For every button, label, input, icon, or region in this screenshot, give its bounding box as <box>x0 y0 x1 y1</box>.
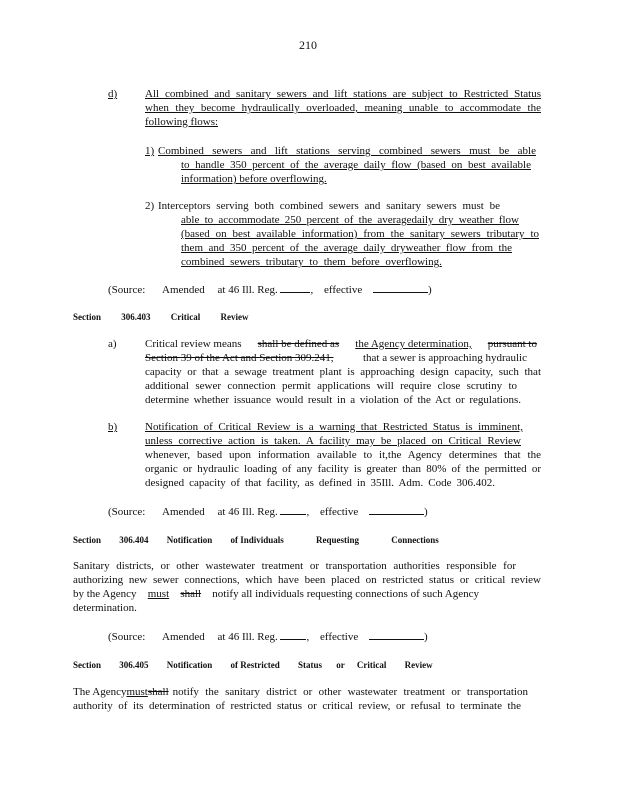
item-label-a: a) <box>108 338 117 350</box>
effective-blank <box>369 630 424 640</box>
reg-citation: at 46 Ill. Reg. <box>217 506 278 518</box>
a-line1-strike: shall be defined as <box>257 338 340 350</box>
p404-must: must <box>147 588 170 600</box>
section-306-405-heading <box>73 660 433 670</box>
effective-blank <box>369 505 424 515</box>
effective-blank <box>373 283 428 293</box>
p405-line-1 <box>73 686 528 698</box>
section-title-6: Review <box>404 660 433 670</box>
d-item1-line-1: Combined sewers and lift stations serving combined sewers must be able <box>158 145 536 157</box>
reg-citation: at 46 Ill. Reg. <box>217 284 278 296</box>
d-item2-line-1: Interceptors serving both combined sewers and sanitary sewers must be <box>158 200 500 212</box>
p405-line1-a: The Agency <box>73 686 127 698</box>
a-line2-text: that a sewer is approaching hydraulic <box>362 352 527 364</box>
p404-line-1: Sanitary districts, or other wastewater treatment or transportation authorities responsible for <box>73 560 516 572</box>
a-line1-strike-2: pursuant to <box>487 338 537 350</box>
p404-line-4: determination. <box>73 602 137 614</box>
a-line-5: determine whether issuance would result in a violation of the Act or regulations. <box>145 394 521 406</box>
item-label-b: b) <box>108 421 118 433</box>
source-note-2 <box>108 505 428 518</box>
d-item2-line-4: them and 350 percent of the average daily dryweather flow from the <box>181 242 512 254</box>
section-title-2: of Restricted <box>230 660 280 670</box>
d-item2-line-3: (based on best available information) from the sanitary sewers tributary to <box>181 228 539 240</box>
section-number: 306.405 <box>119 660 149 670</box>
source-note-1 <box>108 283 432 296</box>
section-title-4: Connections <box>391 535 439 545</box>
amended-label: Amended <box>162 506 205 518</box>
d-line-2: when they become hydraulically overloaded, meaning unable to accommodate the <box>145 102 541 114</box>
section-title-2: of Individuals <box>230 535 284 545</box>
effective-label: effective <box>319 631 359 643</box>
close-paren: ) <box>424 631 428 643</box>
section-306-404-heading <box>73 535 439 545</box>
comma: , <box>306 506 310 518</box>
a-line-3: capacity or that a sewage treatment plant is approaching design capacity, such that <box>145 366 541 378</box>
close-paren: ) <box>424 506 428 518</box>
section-title-3: Requesting <box>316 535 360 545</box>
section-306-403-heading <box>73 312 249 322</box>
effective-label: effective <box>323 284 363 296</box>
p405-shall-strike: shall <box>147 686 169 698</box>
section-word: Section <box>73 535 101 545</box>
reg-blank <box>280 283 310 293</box>
p404-line-2: authorizing new sewer connections, which have been placed on restricted status or critical review <box>73 574 541 586</box>
d-item2-line-5: combined sewers tributary to them before overflowing. <box>181 256 442 268</box>
a-line1-text: Critical review means <box>145 338 242 350</box>
item-label-d: d) <box>108 88 118 100</box>
section-word: Section <box>73 660 101 670</box>
p404-line-3 <box>73 588 479 600</box>
p405-line1-b: notify the sanitary district or other wastewater treatment or transportation <box>172 686 528 698</box>
b-line-2: unless corrective action is taken. A facility may be placed on Critical Review <box>145 435 521 447</box>
reg-blank <box>280 505 306 515</box>
page-number: 210 <box>299 38 317 52</box>
comma: , <box>310 284 314 296</box>
d-item2-number: 2) <box>145 200 155 212</box>
source-note-3 <box>108 630 428 643</box>
d-item1-number <box>145 145 154 157</box>
amended-label: Amended <box>162 631 205 643</box>
d-line-3: following flows: <box>145 116 219 128</box>
b-line-1: Notification of Critical Review is a warning that Restricted Status is imminent, <box>145 421 523 433</box>
d-item2-line-2: able to accommodate 250 percent of the averagedaily dry weather flow <box>181 214 519 226</box>
b-line-3: whenever, based upon information available to it,the Agency determines that the <box>145 449 541 461</box>
section-title-4: or <box>336 660 345 670</box>
a-line-2 <box>145 352 527 364</box>
d-item1-num: 1) <box>145 145 155 157</box>
amended-label: Amended <box>162 284 205 296</box>
p404-line3-a: by the Agency <box>73 588 137 600</box>
source-label: (Source: <box>108 631 146 643</box>
close-paren: ) <box>428 284 432 296</box>
comma: , <box>306 631 310 643</box>
section-number: 306.404 <box>119 535 149 545</box>
b-line-4: organic or hydraulic loading of any facility is greater than 80% of the permitted or <box>145 463 541 475</box>
reg-citation: at 46 Ill. Reg. <box>217 631 278 643</box>
d-item1-line-2: to handle 350 percent of the average daily flow (based on best available <box>181 159 531 171</box>
d-item1-line-3: information) before overflowing. <box>181 173 327 185</box>
source-label: (Source: <box>108 284 146 296</box>
section-title-1: Notification <box>166 660 213 670</box>
section-number: 306.403 <box>121 312 151 322</box>
a-line1-insert: the Agency determination, <box>355 338 472 350</box>
p405-line-2: authority of its determination of restricted status or critical review, or refusal to terminate the <box>73 700 521 712</box>
section-title-1: Notification <box>166 535 213 545</box>
a-line-1 <box>145 338 537 350</box>
effective-label: effective <box>319 506 359 518</box>
a-line2-strike: Section 39 of the Act and Section 309.241, <box>145 352 334 364</box>
p404-line3-b: notify all individuals requesting connections of such Agency <box>212 588 479 600</box>
p404-shall-strike: shall <box>180 588 202 600</box>
section-word: Section <box>73 312 101 322</box>
section-title-1: Critical <box>170 312 201 322</box>
p405-must: must <box>126 686 148 698</box>
reg-blank <box>280 630 306 640</box>
section-title-2: Review <box>220 312 249 322</box>
b-line-5: designed capacity of that facility, as defined in 35Ill. Adm. Code 306.402. <box>145 477 495 489</box>
section-title-3: Status <box>297 660 322 670</box>
section-title-5: Critical <box>356 660 387 670</box>
source-label: (Source: <box>108 506 146 518</box>
d-line-1: All combined and sanitary sewers and lift stations are subject to Restricted Status <box>145 88 541 100</box>
a-line-4: additional sewer connection permit applications will require close scrutiny to <box>145 380 517 392</box>
